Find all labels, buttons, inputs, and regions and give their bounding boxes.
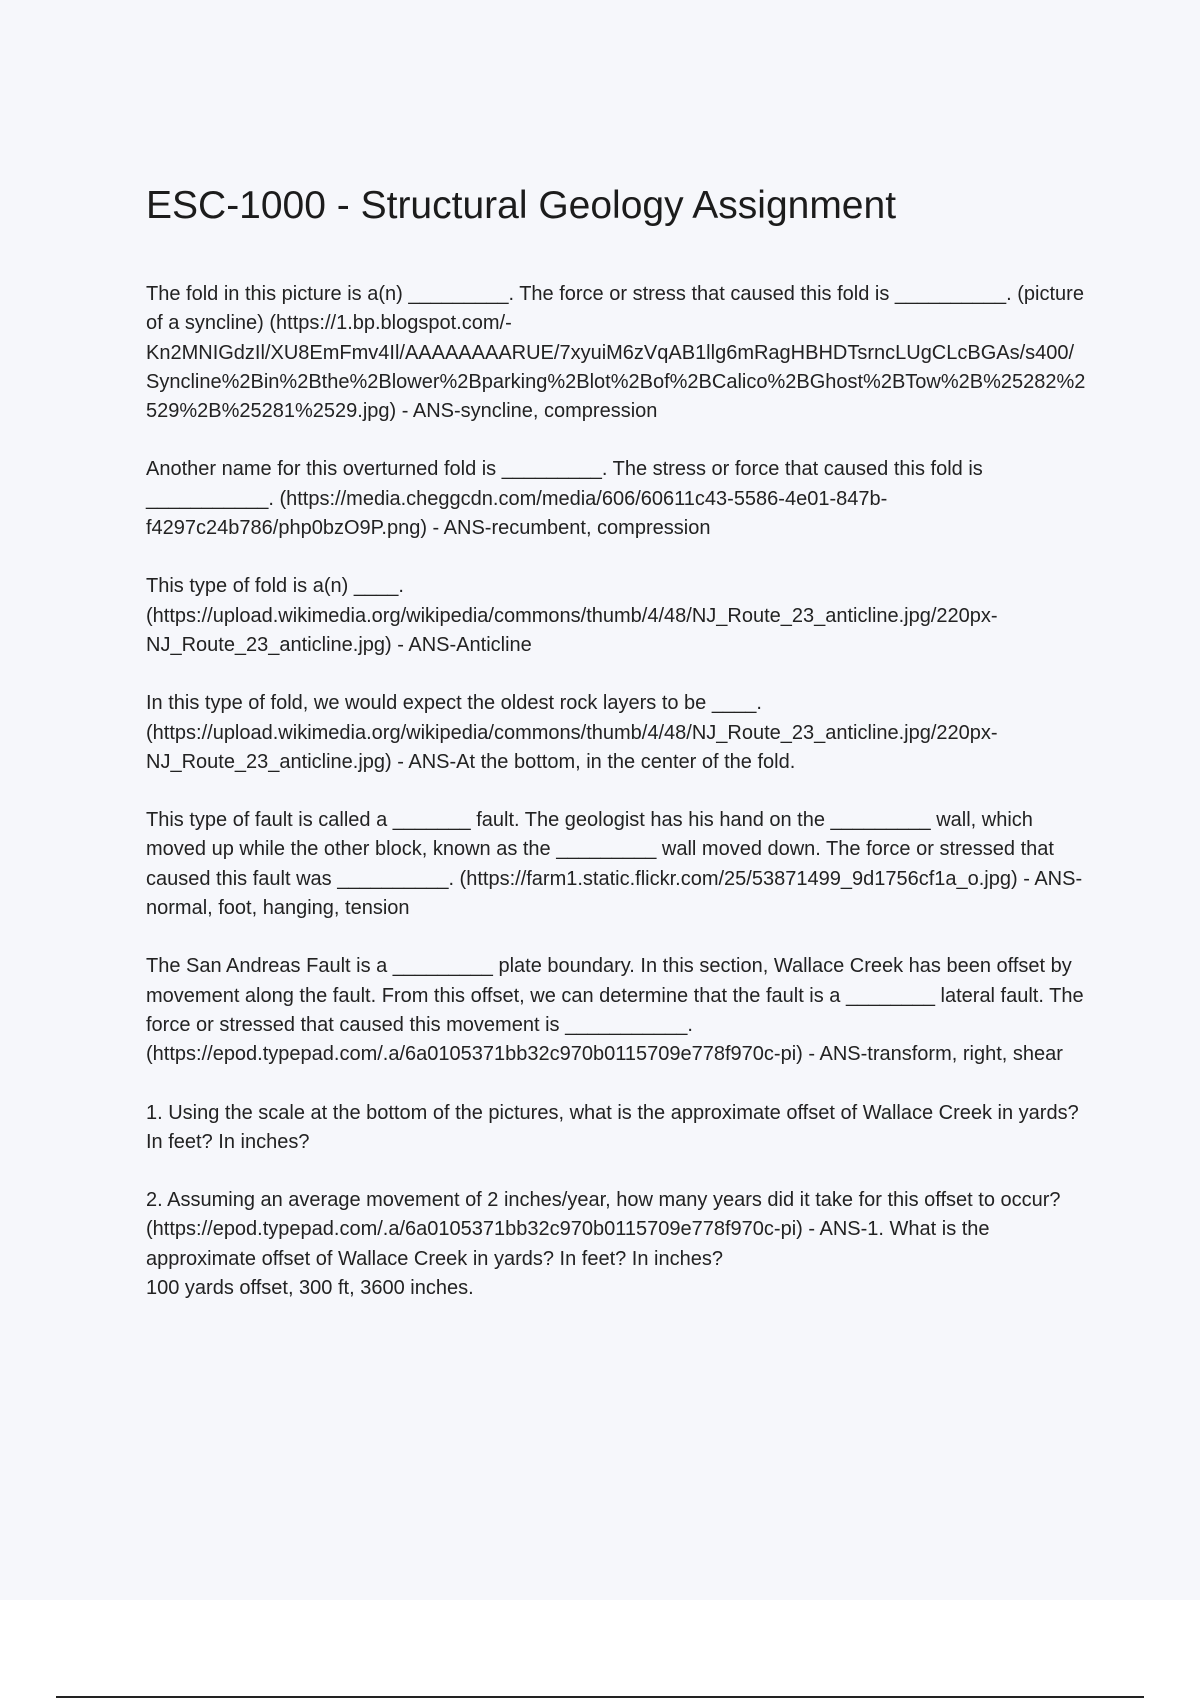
question-entry bbox=[146, 280, 1086, 426]
answer-text: - ANS-normal, foot, hanging, tension bbox=[146, 867, 1083, 920]
answer-text: - ANS-syncline, compression bbox=[396, 400, 658, 423]
question-entry bbox=[146, 1099, 1086, 1158]
question-entry bbox=[146, 806, 1086, 923]
question-text: This type of fault is called a _______ fault. The geologist has his hand on the _________ wall, which moved up while the other block, known as the _________ wall moved down. The force or stressed that caused this fault was __________. (https://farm1.static.flickr.com/25/53871499_9d1756cf1a_o.jpg) bbox=[146, 809, 1054, 890]
question-text: 2. Assuming an average movement of 2 inches/year, how many years did it take for this offset to occur? (https://epod.typepad.com/.a/6a0105371bb32c970b0115709e778f970c-pi) bbox=[146, 1189, 1061, 1241]
question-text: Another name for this overturned fold is _________. The stress or force that caused this fold is ___________. (https://media.cheggcdn.com/media/606/60611c43-5586-4e01-847b-f4297c24b786/php0bzO9P.png) bbox=[146, 458, 983, 540]
answer-text: - ANS-At the bottom, in the center of the fold. bbox=[391, 750, 796, 773]
question-text: 1. Using the scale at the bottom of the pictures, what is the approximate offset of Wallace Creek in yards? In feet? In inches? bbox=[146, 1101, 1079, 1153]
answer-continuation: 100 yards offset, 300 ft, 3600 inches. bbox=[146, 1277, 474, 1300]
answer-text: - ANS-recumbent, compression bbox=[427, 517, 711, 540]
question-text: This type of fold is a(n) ____. (https://upload.wikimedia.org/wikipedia/commons/thumb/4/48/NJ_Route_23_anticline.jpg/220px-NJ_Route_23_anticline.jpg) bbox=[146, 575, 998, 656]
question-entry bbox=[146, 455, 1086, 543]
question-text: The fold in this picture is a(n) _________. The force or stress that caused this fold is __________. (picture of a syncline) (https://1.bp.blogspot.com/-Kn2MNIGdzIl/XU8EmFmv4Il/AAAAAAAARUE/7xyuiM6zVqAB1llg6mRagHBHDTsrncLUgCLcBGAs/s400/Syncline%2Bin%2Bthe%2Blower%2Bparking%2Blot%2Bof%2BCalico%2BGhost%2BTow%2B%25282%2529%2B%25281%2529.jpg) bbox=[146, 283, 1086, 423]
question-entry bbox=[146, 1186, 1086, 1303]
answer-text: - ANS-1. What is the approximate offset of Wallace Creek in yards? In feet? In inches? bbox=[146, 1218, 990, 1270]
question-list bbox=[146, 280, 1086, 1332]
question-entry bbox=[146, 689, 1086, 777]
answer-text: - ANS-Anticline bbox=[391, 633, 532, 656]
page-footer-rule bbox=[56, 1696, 1144, 1698]
document-title: ESC-1000 - Structural Geology Assignment bbox=[146, 184, 897, 227]
question-text: In this type of fold, we would expect the oldest rock layers to be ____. (https://upload.wikimedia.org/wikipedia/commons/thumb/4/48/NJ_Route_23_anticline.jpg/220px-NJ_Route_23_anticline.jpg) bbox=[146, 692, 998, 773]
question-text: The San Andreas Fault is a _________ plate boundary. In this section, Wallace Creek has been offset by movement along the fault. From this offset, we can determine that the fault is a ________ lateral fault. The force or stressed that caused this movement is ___________. (https://epod.typepad.com/.a/6a0105371bb32c970b0115709e778f970c-pi) bbox=[146, 955, 1084, 1066]
answer-text: - ANS-transform, right, shear bbox=[802, 1043, 1063, 1066]
question-entry bbox=[146, 572, 1086, 660]
question-entry bbox=[146, 952, 1086, 1069]
